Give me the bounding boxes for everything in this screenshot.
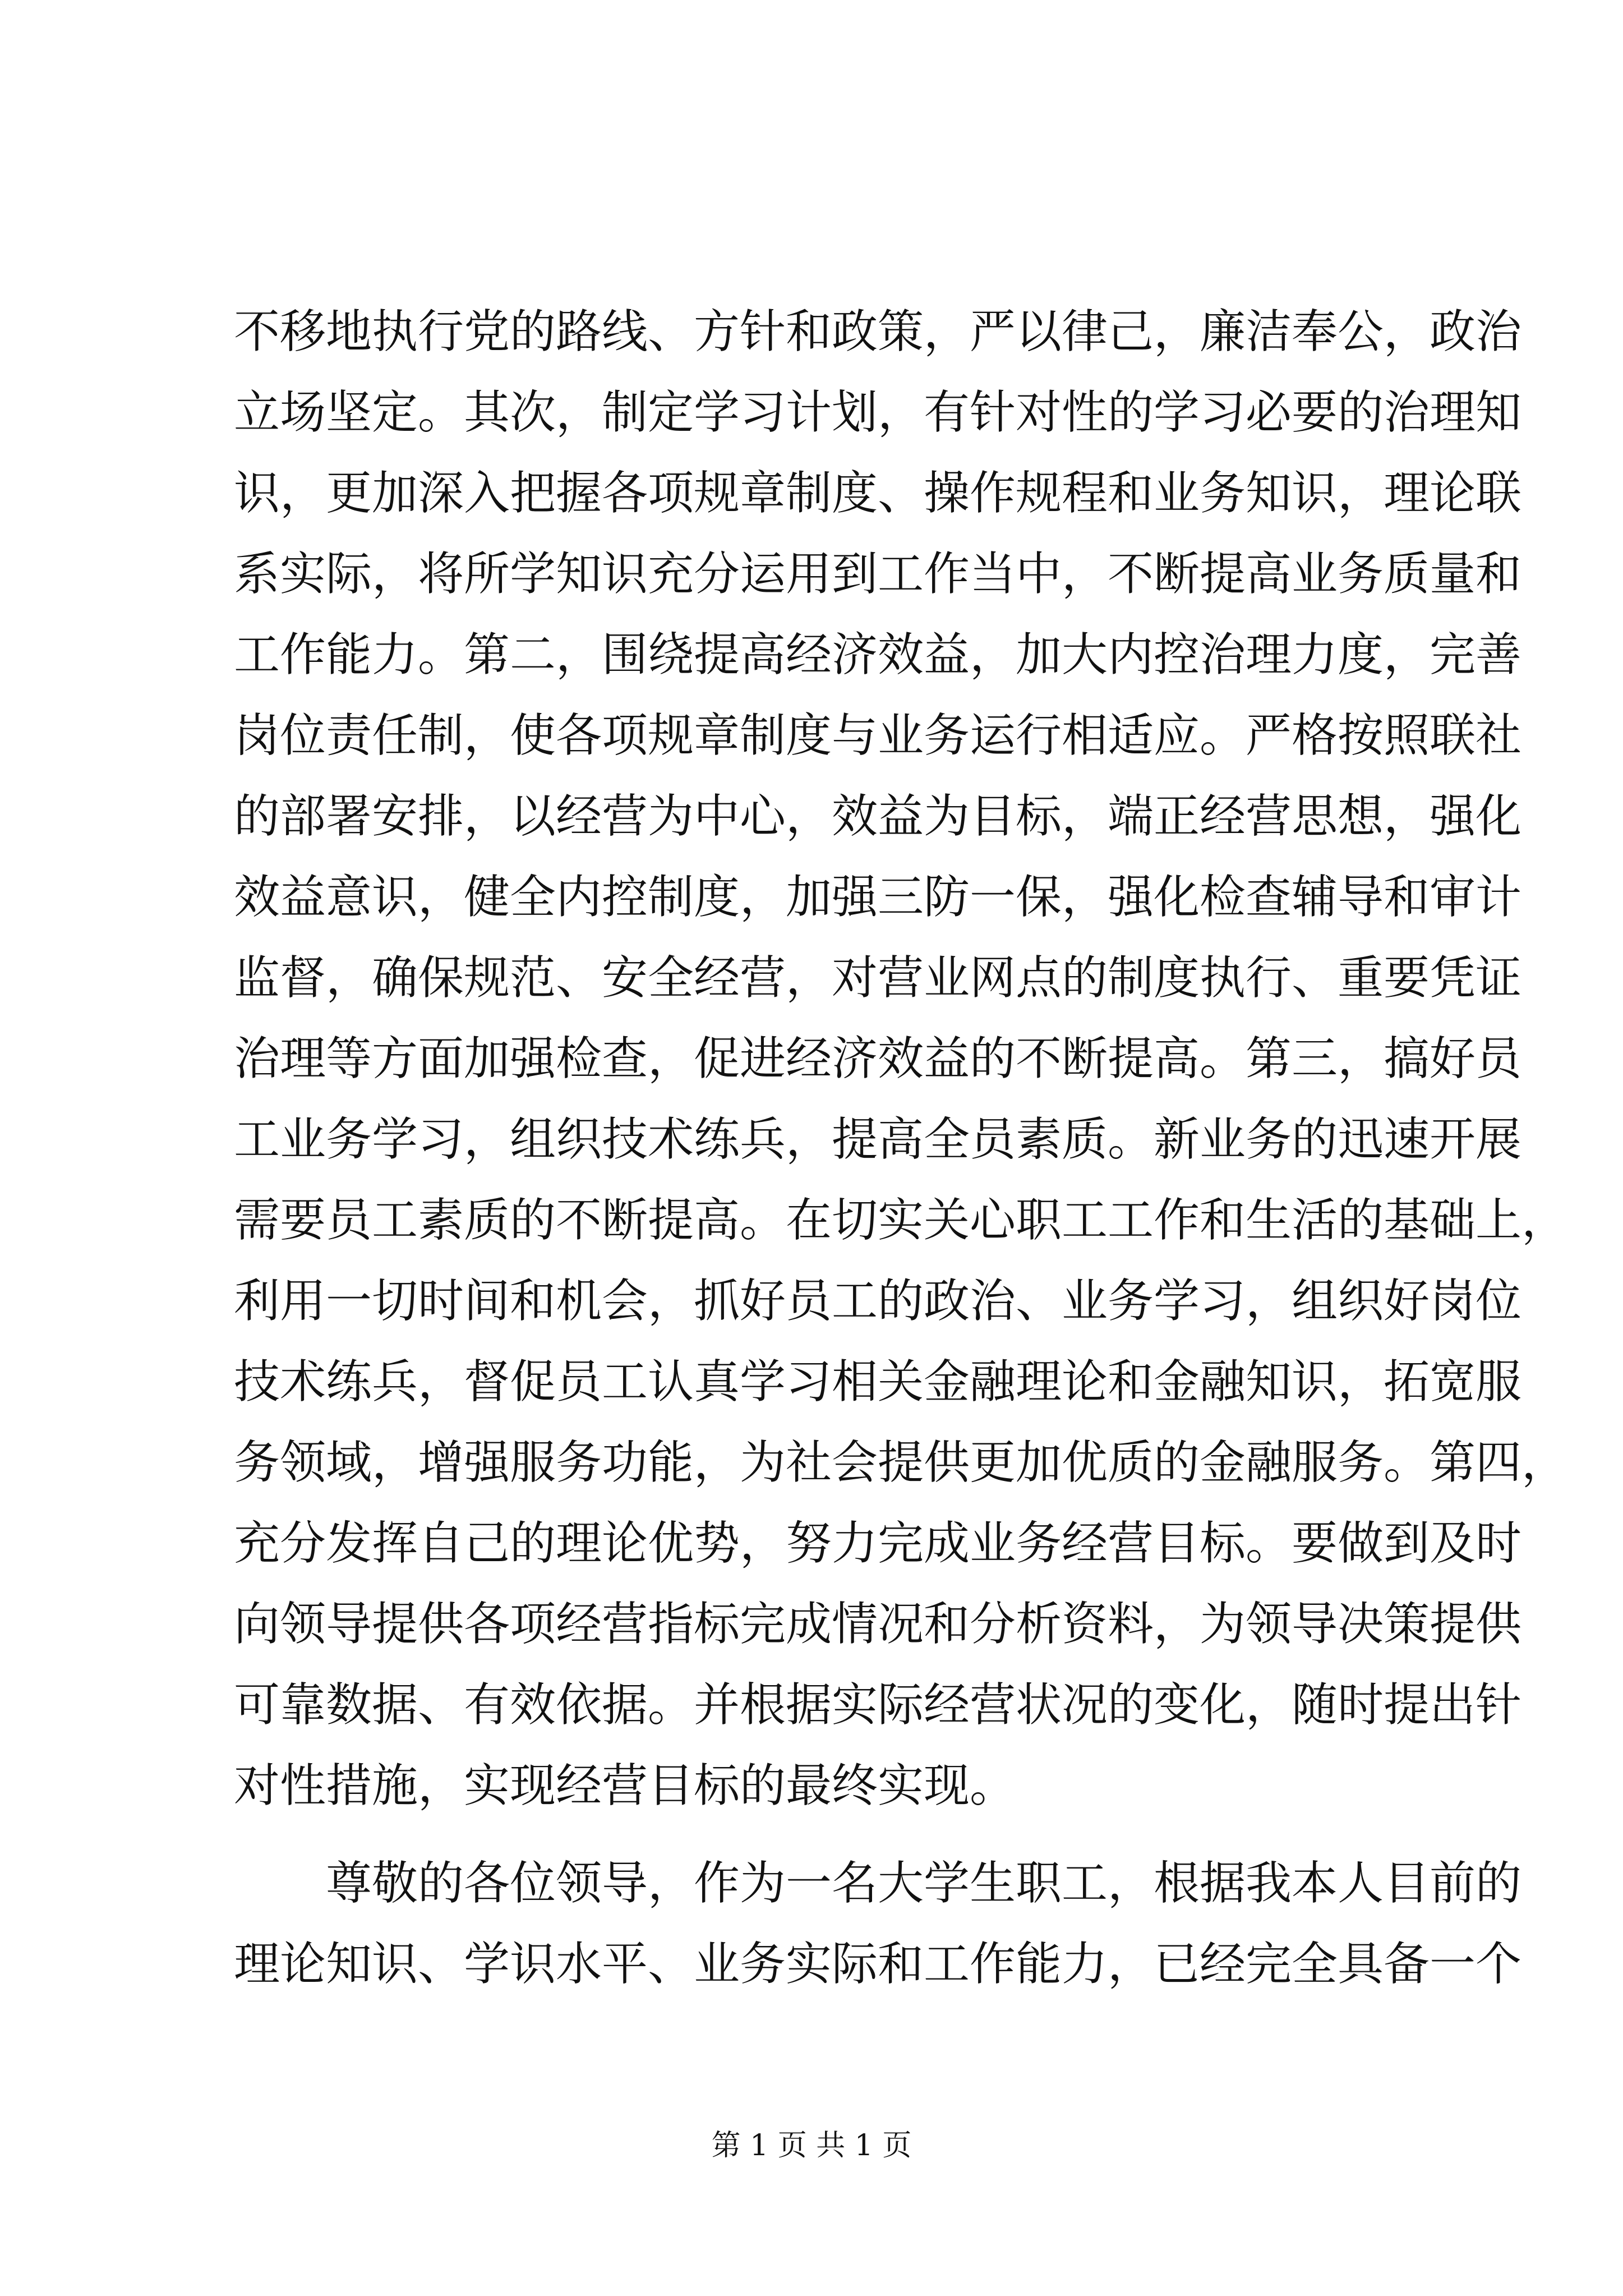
text-line: 可靠数据、有效依据。并根据实际经营状况的变化，随时提出针 (234, 1678, 1522, 1732)
text-line: 尊敬的各位领导，作为一名大学生职工，根据我本人目前的 (326, 1857, 1522, 1910)
text-line: 工业务学习，组织技术练兵，提高全员素质。新业务的迅速开展 (234, 1113, 1522, 1166)
text-line: 技术练兵，督促员工认真学习相关金融理论和金融知识，拓宽服 (234, 1355, 1522, 1409)
page-footer (0, 2123, 1623, 2168)
paragraph-1 (234, 292, 1568, 1826)
text-line: 不移地执行党的路线、方针和政策，严以律己，廉洁奉公，政治 (234, 305, 1522, 358)
text-line: 立场坚定。其次，制定学习计划，有针对性的学习必要的治理知 (234, 386, 1522, 439)
text-line: 的部署安排，以经营为中心，效益为目标，端正经营思想，强化 (234, 790, 1522, 843)
text-line: 利用一切时间和机会，抓好员工的政治、业务学习，组织好岗位 (234, 1274, 1522, 1328)
text-line: 充分发挥自己的理论优势，努力完成业务经营目标。要做到及时 (234, 1517, 1522, 1570)
text-line: 对性措施，实现经营目标的最终实现。 (234, 1759, 1016, 1812)
text-line: 效益意识，健全内控制度，加强三防一保，强化检查辅导和审计 (234, 871, 1522, 924)
paragraph-spacer (234, 1826, 1423, 1843)
page-number: 第 1 页 共 1 页 (711, 2129, 912, 2162)
document-body (234, 292, 1568, 2005)
text-line: 向领导提供各项经营指标完成情况和分析资料，为领导决策提供 (234, 1598, 1522, 1651)
text-line: 治理等方面加强检查，促进经济效益的不断提高。第三，搞好员 (234, 1032, 1522, 1085)
text-line: 监督，确保规范、安全经营，对营业网点的制度执行、重要凭证 (234, 951, 1522, 1005)
text-line: 需要员工素质的不断提高。在切实关心职工工作和生活的基础上， (234, 1194, 1568, 1247)
text-line: 工作能力。第二，围绕提高经济效益，加大内控治理力度，完善 (234, 628, 1522, 682)
text-line: 理论知识、学识水平、业务实际和工作能力，已经完全具备一个 (234, 1938, 1522, 1991)
paragraph-2 (234, 1843, 1522, 2005)
text-line: 岗位责任制，使各项规章制度与业务运行相适应。严格按照联社 (234, 709, 1522, 762)
text-line: 识，更加深入把握各项规章制度、操作规程和业务知识，理论联 (234, 467, 1522, 520)
text-line: 务领域，增强服务功能，为社会提供更加优质的金融服务。第四， (234, 1436, 1568, 1489)
text-line: 系实际，将所学知识充分运用到工作当中，不断提高业务质量和 (234, 547, 1522, 601)
